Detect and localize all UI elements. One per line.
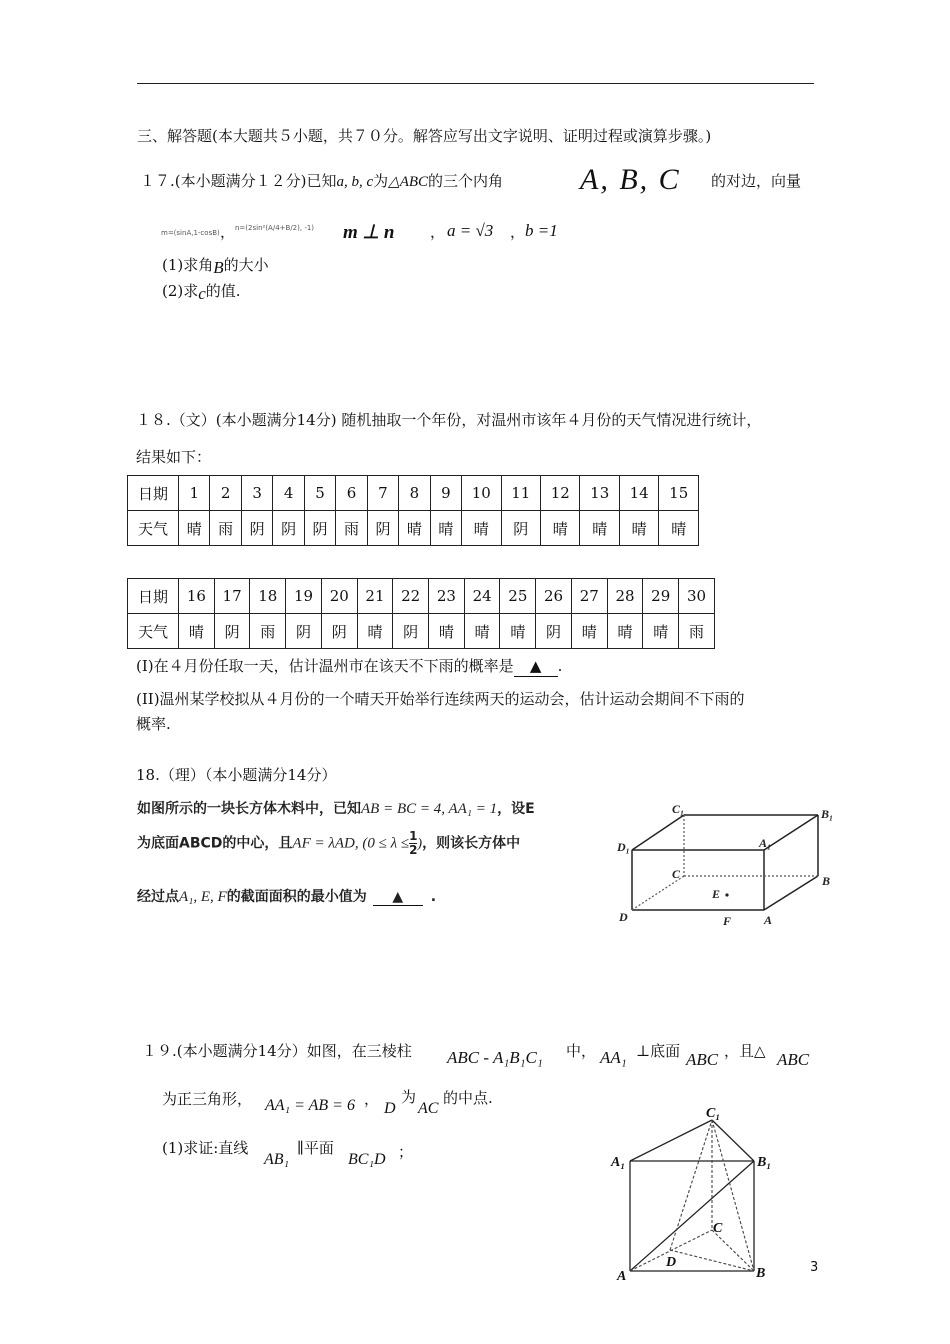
table2-weather: 阴	[214, 614, 250, 649]
q19-part1-post: ；	[398, 1143, 414, 1161]
q17-sep-2: ，	[430, 223, 446, 241]
q19-par: ∥平面	[297, 1139, 334, 1157]
table1-weather: 阴	[241, 511, 272, 546]
q19-line1-mid: 中，	[566, 1042, 597, 1060]
table2-day: 30	[679, 579, 715, 614]
q17-part1-post: 的大小	[223, 256, 269, 274]
q19-line2-pre: 为正三角形，	[162, 1090, 253, 1108]
table2-day: 26	[536, 579, 572, 614]
table1-weather: 晴	[659, 511, 699, 546]
q17-triangle: △ABC	[388, 174, 429, 190]
table1-day: 4	[273, 476, 304, 511]
q18l-line3-post: 的截面面积的最小值为	[226, 889, 367, 905]
q19-cond: AA₁ = AB = 6	[265, 1097, 355, 1114]
page-number: 3	[810, 1260, 819, 1275]
table2-weather: 阴	[393, 614, 429, 649]
q17-intro: １７.(本小题满分１２分)已知	[140, 172, 337, 190]
q18l-line1-post: ，设E	[497, 801, 535, 817]
table2-weather-row	[128, 614, 715, 649]
q17-mid: 为	[373, 172, 389, 190]
table1-weather: 阴	[501, 511, 540, 546]
label-a1: A₁	[611, 1155, 626, 1170]
q18l-line2-math: AF = λAD, (0 ≤ λ ≤	[292, 835, 410, 852]
label-d1: D₁	[617, 840, 630, 854]
label-d: D	[619, 910, 628, 924]
prism-diagram	[605, 1100, 785, 1285]
table1-day: 15	[659, 476, 699, 511]
q17-mid2: 的三个内角	[428, 172, 504, 190]
q18l-line2-close: )	[417, 836, 423, 852]
table1-day: 8	[399, 476, 430, 511]
q19-abc: ABC	[686, 1050, 719, 1069]
table1-day: 9	[430, 476, 461, 511]
q18l-header: 18.（理）（本小题满分14分）	[136, 766, 337, 784]
table2-day: 16	[179, 579, 215, 614]
q17-sides: a, b, c	[336, 174, 374, 190]
label-e: E	[712, 887, 721, 901]
table2-weather: 阴	[536, 614, 572, 649]
table1-day: 11	[501, 476, 540, 511]
q18l-line3-end: .	[430, 889, 437, 905]
table2-weather: 晴	[357, 614, 393, 649]
weather-table-2	[127, 578, 715, 649]
table2-weather: 雨	[250, 614, 286, 649]
table1-day: 10	[462, 476, 501, 511]
triangle-mark-icon: ▲	[529, 657, 542, 675]
table1-day: 1	[179, 476, 210, 511]
label-a1: A₁	[759, 836, 772, 850]
table2-date-label: 日期	[128, 579, 179, 614]
q19-prism: ABC - A₁B₁C₁	[447, 1048, 543, 1067]
table2-weather-label: 天气	[128, 614, 179, 649]
table1-day: 14	[619, 476, 658, 511]
cuboid-diagram	[610, 800, 840, 930]
answer-blank	[373, 889, 423, 906]
table2-day: 23	[429, 579, 465, 614]
q18l-line2	[137, 830, 520, 857]
q17-line1	[140, 171, 503, 192]
table1-weather: 阴	[367, 511, 398, 546]
q19-line2-mid: 为	[401, 1088, 417, 1106]
prism-edge	[630, 1120, 712, 1161]
table1-day: 3	[241, 476, 272, 511]
q17-cond-a: a = √3	[447, 221, 494, 240]
label-b1: B₁	[821, 807, 834, 821]
cuboid-edge	[764, 815, 818, 850]
prism-diagonal-ab1	[630, 1161, 754, 1271]
q19-sep: ，	[364, 1090, 380, 1108]
weather-table-1	[127, 475, 699, 546]
table2-day: 29	[643, 579, 679, 614]
q19-abc2: ABC	[777, 1050, 810, 1069]
label-b1: B₁	[757, 1155, 772, 1170]
q18w-line2: 结果如下：	[136, 448, 212, 466]
table1-weather: 阴	[304, 511, 335, 546]
table1-weather: 雨	[336, 511, 367, 546]
q18l-line3	[137, 886, 436, 906]
q19-ab1: AB₁	[264, 1151, 290, 1168]
label-a: A	[617, 1269, 627, 1284]
table2-weather: 晴	[179, 614, 215, 649]
table2-day: 19	[286, 579, 322, 614]
label-d: D	[666, 1255, 677, 1270]
table2-date-row	[128, 579, 715, 614]
point-e-dot	[725, 893, 728, 896]
table1-day: 5	[304, 476, 335, 511]
q18w-part1	[136, 656, 562, 677]
table2-weather: 晴	[500, 614, 536, 649]
q19-part1-pre: (1)求证:直线	[162, 1139, 249, 1157]
table1-weather: 晴	[580, 511, 619, 546]
q17-part1-var: B	[213, 258, 224, 277]
q17-vector-n: n=(2sin²(A/4+B/2), -1)	[235, 224, 315, 232]
q17-part2	[162, 281, 241, 301]
table1-weather: 阴	[273, 511, 304, 546]
q17-part1	[162, 255, 269, 275]
table2-day: 28	[607, 579, 643, 614]
table1-weather-label: 天气	[128, 511, 179, 546]
q19-d: D	[384, 1100, 396, 1117]
q18l-line2-pre: 为底面ABCD的中心，且	[137, 835, 293, 852]
table2-weather: 阴	[286, 614, 322, 649]
table2-weather: 晴	[643, 614, 679, 649]
q17-part2-post: 的值.	[205, 282, 241, 300]
q18w-part2-line2: 概率.	[136, 715, 171, 733]
table1-weather: 晴	[399, 511, 430, 546]
label-c: C	[713, 1221, 723, 1236]
table1-weather: 雨	[210, 511, 241, 546]
table1-weather: 晴	[619, 511, 658, 546]
label-c1: C₁	[706, 1106, 721, 1121]
q19-line1-pre: １９.(本小题满分14分）如图，在三棱柱	[142, 1042, 412, 1060]
label-b: B	[822, 874, 831, 888]
table2-day: 27	[571, 579, 607, 614]
q18w-line1: １８.（文）(本小题满分14分) 随机抽取一个年份，对温州市该年４月份的天气情况进行统计，	[136, 411, 762, 429]
cuboid-hidden-edge	[632, 876, 684, 910]
q18w-part1-text: (I)在４月份任取一天，估计温州市在该天不下雨的概率是	[136, 657, 514, 675]
table1-day: 2	[210, 476, 241, 511]
table1-weather: 晴	[541, 511, 580, 546]
q19-line1-post: ，且△	[724, 1042, 766, 1060]
q18l-line1-pre: 如图所示的一块长方体木料中，已知	[137, 801, 361, 817]
q17-sep-3: ，	[510, 223, 526, 241]
table1-weather: 晴	[179, 511, 210, 546]
table1-date-row	[128, 476, 699, 511]
prism-hidden-edge	[712, 1230, 754, 1271]
q19-ac: AC	[418, 1100, 439, 1117]
q18l-line1-math: AB = BC = 4, AA₁ = 1	[361, 801, 498, 817]
label-c: C	[672, 867, 681, 881]
cuboid-edge	[632, 815, 684, 850]
table2-day: 20	[321, 579, 357, 614]
label-f: F	[723, 914, 732, 928]
table1-day: 6	[336, 476, 367, 511]
q17-tail: 的对边，向量	[711, 172, 802, 190]
triangle-mark-icon: ▲	[392, 889, 404, 905]
fraction-denominator: 2	[409, 843, 418, 857]
q18l-line3-math: A₁, E, F	[179, 889, 227, 905]
q19-line2-post: 的中点.	[443, 1089, 493, 1107]
q18l-line3-pre: 经过点	[137, 889, 179, 905]
fraction-numerator: 1	[409, 829, 418, 843]
table2-weather: 雨	[679, 614, 715, 649]
table2-day: 24	[464, 579, 500, 614]
q17-part2-var: c	[198, 284, 206, 303]
label-b: B	[756, 1266, 766, 1281]
table1-weather: 晴	[462, 511, 501, 546]
table2-weather: 晴	[607, 614, 643, 649]
q17-sep-1: ，	[220, 223, 236, 241]
q18l-line1	[137, 798, 535, 818]
prism-edge	[712, 1120, 754, 1161]
cuboid-edge	[764, 876, 818, 910]
table2-weather: 晴	[571, 614, 607, 649]
q17-cond-b: b =1	[525, 221, 558, 240]
table1-date-label: 日期	[128, 476, 179, 511]
q18w-part1-end: .	[557, 657, 563, 675]
table2-day: 18	[250, 579, 286, 614]
q18l-line2-post: ，则该长方体中	[422, 835, 521, 852]
table2-weather: 晴	[429, 614, 465, 649]
table2-weather: 晴	[464, 614, 500, 649]
table1-weather-row	[128, 511, 699, 546]
q19-aa1: AA₁	[600, 1048, 627, 1067]
table1-weather: 晴	[430, 511, 461, 546]
q17-perp: m ⊥ n	[343, 222, 395, 243]
table2-day: 21	[357, 579, 393, 614]
table2-day: 25	[500, 579, 536, 614]
q19-plane: BC₁D	[348, 1151, 386, 1168]
q17-angles: A, B, C	[580, 163, 681, 196]
table2-day: 17	[214, 579, 250, 614]
section-heading: 三、解答题(本大题共５小题，共７０分。解答应写出文字说明、证明过程或演算步骤。)	[137, 127, 712, 145]
prism-hidden-dc1	[670, 1120, 712, 1250]
q17-part2-pre: (2)求	[162, 282, 199, 300]
table2-day: 22	[393, 579, 429, 614]
table1-day: 7	[367, 476, 398, 511]
q19-perp-text: ⊥底面	[636, 1042, 681, 1060]
q18w-part2-line1: (II)温州某学校拟从４月份的一个晴天开始举行连续两天的运动会，估计运动会期间不下雨的	[136, 690, 745, 708]
prism-hidden-bc1	[712, 1120, 754, 1271]
table2-weather: 阴	[321, 614, 357, 649]
label-a: A	[764, 913, 773, 927]
answer-blank	[514, 656, 558, 677]
prism-hidden-db	[670, 1250, 754, 1271]
label-c1: C₁	[672, 802, 685, 816]
q17-part1-pre: (1)求角	[162, 256, 214, 274]
table1-day: 13	[580, 476, 619, 511]
table1-day: 12	[541, 476, 580, 511]
q17-vector-m: m=(sinA,1-cosB)	[161, 229, 220, 237]
header-rule	[137, 83, 814, 84]
